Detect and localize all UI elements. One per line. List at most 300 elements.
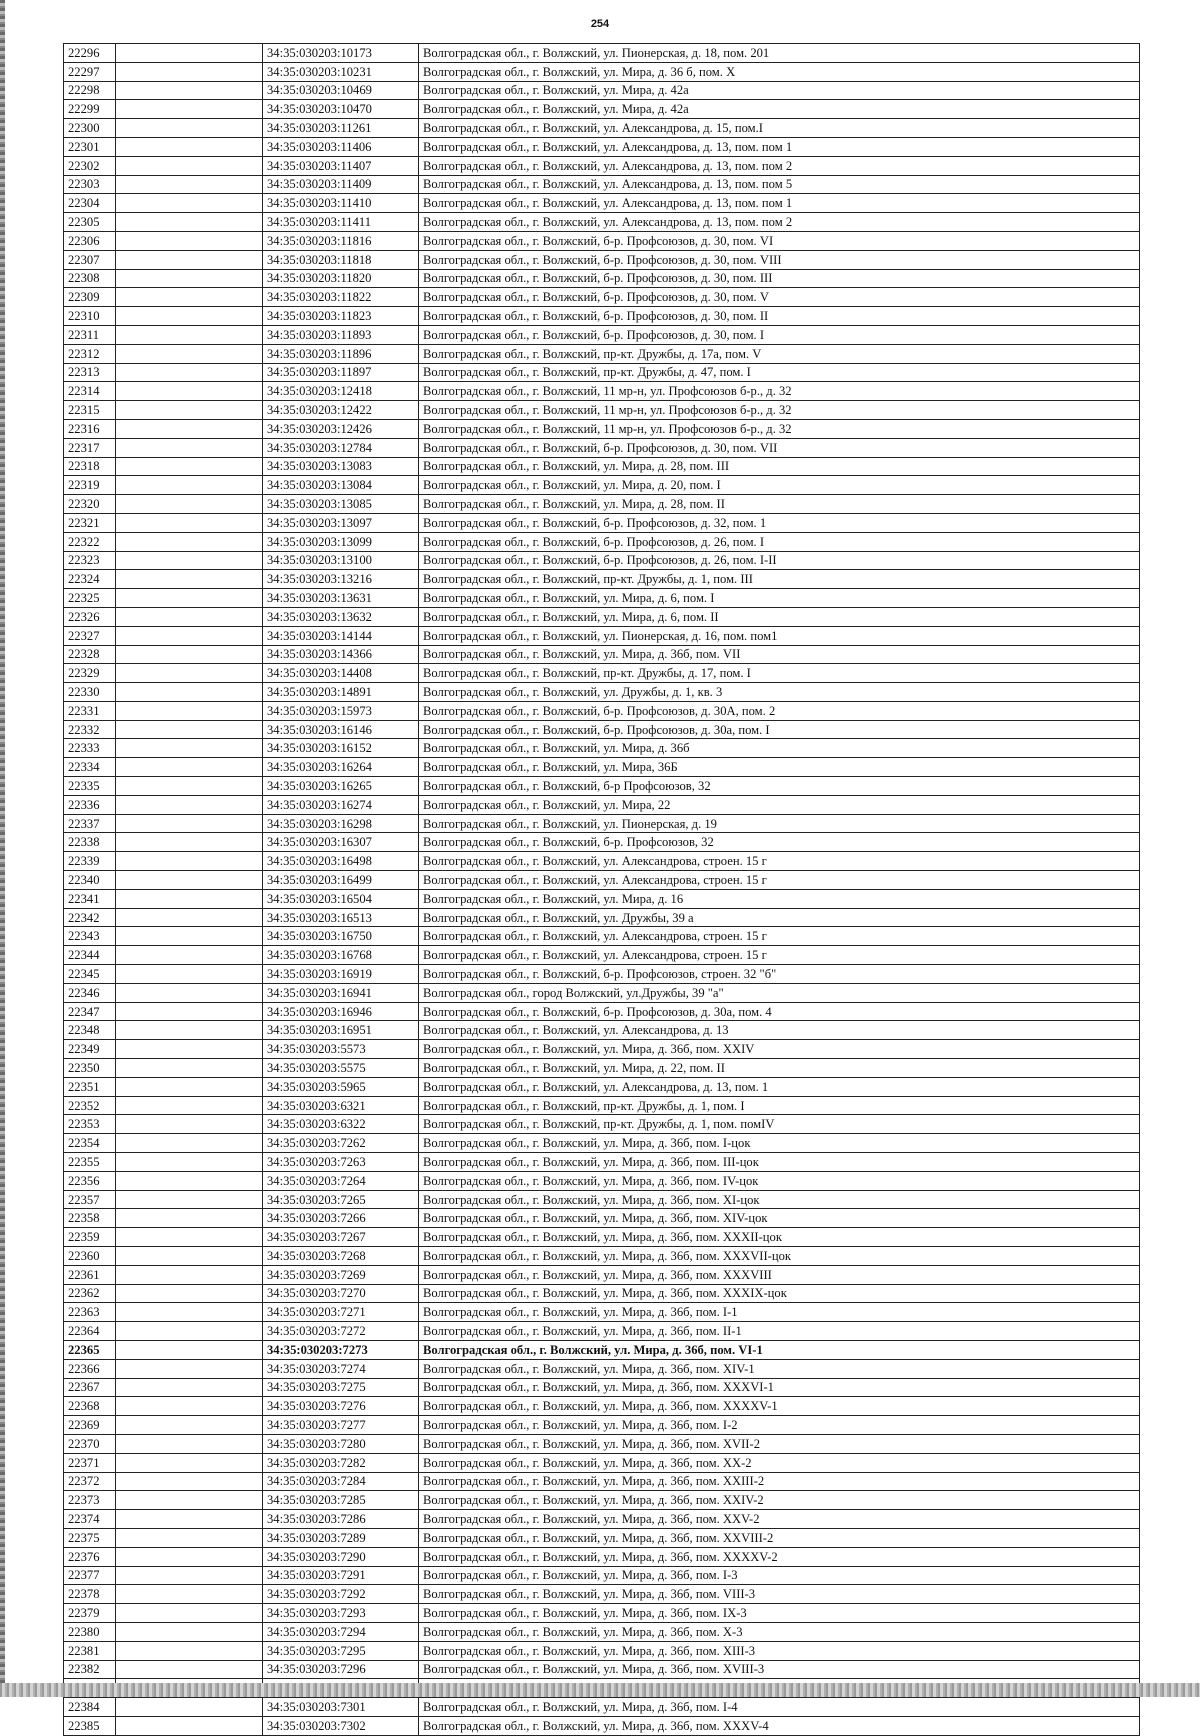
table-row — [64, 1510, 1140, 1529]
table-row — [64, 213, 1140, 232]
table-row — [64, 1115, 1140, 1134]
row-number-cell: 22320 — [64, 495, 116, 514]
blank-cell — [116, 344, 263, 363]
blank-cell — [116, 927, 263, 946]
blank-cell — [116, 194, 263, 213]
cadastral-number-cell: 34:35:030203:11893 — [263, 325, 419, 344]
blank-cell — [116, 1622, 263, 1641]
table-row — [64, 438, 1140, 457]
address-cell: Волгоградская обл., г. Волжский, ул. Мира, д. 36б, пом. XXIV — [419, 1040, 1140, 1059]
blank-cell — [116, 231, 263, 250]
row-number-cell: 22322 — [64, 532, 116, 551]
blank-cell — [116, 1472, 263, 1491]
address-cell: Волгоградская обл., г. Волжский, ул. Мира, д. 36б, пом. XXXXV-1 — [419, 1397, 1140, 1416]
blank-cell — [116, 1115, 263, 1134]
row-number-cell: 22307 — [64, 250, 116, 269]
table-row — [64, 269, 1140, 288]
row-number-cell: 22380 — [64, 1622, 116, 1641]
cadastral-number-cell: 34:35:030203:7263 — [263, 1153, 419, 1172]
cadastral-number-cell: 34:35:030203:16750 — [263, 927, 419, 946]
table-row — [64, 344, 1140, 363]
table-row — [64, 1434, 1140, 1453]
blank-cell — [116, 551, 263, 570]
cadastral-number-cell: 34:35:030203:7282 — [263, 1453, 419, 1472]
cadastral-number-cell: 34:35:030203:16146 — [263, 720, 419, 739]
blank-cell — [116, 983, 263, 1002]
row-number-cell: 22384 — [64, 1698, 116, 1717]
address-cell: Волгоградская обл., г. Волжский, б-р. Профсоюзов, д. 30А, пом. 2 — [419, 701, 1140, 720]
table-row — [64, 570, 1140, 589]
row-number-cell: 22375 — [64, 1528, 116, 1547]
table-row — [64, 795, 1140, 814]
row-number-cell: 22351 — [64, 1077, 116, 1096]
cadastral-number-cell: 34:35:030203:10231 — [263, 62, 419, 81]
cadastral-number-cell: 34:35:030203:16498 — [263, 852, 419, 871]
table-row — [64, 476, 1140, 495]
address-cell: Волгоградская обл., г. Волжский, ул. Мира, д. 36б, пом. I-3 — [419, 1566, 1140, 1585]
table-row — [64, 513, 1140, 532]
row-number-cell: 22300 — [64, 119, 116, 138]
table-row — [64, 1265, 1140, 1284]
cadastral-number-cell: 34:35:030203:10173 — [263, 44, 419, 63]
cadastral-number-cell: 34:35:030203:11897 — [263, 363, 419, 382]
address-cell: Волгоградская обл., г. Волжский, ул. Мира, д. 36б, пом. XIV-цок — [419, 1209, 1140, 1228]
blank-cell — [116, 495, 263, 514]
address-cell: Волгоградская обл., г. Волжский, пр-кт. Дружбы, д. 1, пом. помIV — [419, 1115, 1140, 1134]
table-row — [64, 889, 1140, 908]
row-number-cell: 22362 — [64, 1284, 116, 1303]
row-number-cell: 22331 — [64, 701, 116, 720]
blank-cell — [116, 1491, 263, 1510]
cadastral-number-cell: 34:35:030203:12426 — [263, 419, 419, 438]
row-number-cell: 22299 — [64, 100, 116, 119]
table-row — [64, 1340, 1140, 1359]
row-number-cell: 22314 — [64, 382, 116, 401]
table-row — [64, 288, 1140, 307]
table-row — [64, 758, 1140, 777]
cadastral-number-cell: 34:35:030203:16152 — [263, 739, 419, 758]
address-cell: Волгоградская обл., г. Волжский, ул. Пионерская, д. 19 — [419, 814, 1140, 833]
row-number-cell: 22376 — [64, 1547, 116, 1566]
table-row — [64, 1716, 1140, 1735]
table-row — [64, 626, 1140, 645]
row-number-cell: 22352 — [64, 1096, 116, 1115]
cadastral-number-cell: 34:35:030203:16919 — [263, 965, 419, 984]
table-row — [64, 965, 1140, 984]
row-number-cell: 22382 — [64, 1660, 116, 1679]
table-row — [64, 1453, 1140, 1472]
table-row — [64, 231, 1140, 250]
row-number-cell: 22347 — [64, 1002, 116, 1021]
cadastral-number-cell: 34:35:030203:7289 — [263, 1528, 419, 1547]
address-cell: Волгоградская обл., г. Волжский, б-р. Профсоюзов, строен. 32 "б" — [419, 965, 1140, 984]
row-number-cell: 22325 — [64, 589, 116, 608]
blank-cell — [116, 1641, 263, 1660]
cadastral-number-cell: 34:35:030203:7301 — [263, 1698, 419, 1717]
row-number-cell: 22369 — [64, 1416, 116, 1435]
address-cell: Волгоградская обл., г. Волжский, ул. Мира, д. 6, пом. I — [419, 589, 1140, 608]
blank-cell — [116, 419, 263, 438]
address-cell: Волгоградская обл., г. Волжский, б-р. Профсоюзов, д. 30, пом. VII — [419, 438, 1140, 457]
cadastral-number-cell: 34:35:030203:13083 — [263, 457, 419, 476]
cadastral-number-cell: 34:35:030203:10470 — [263, 100, 419, 119]
cadastral-number-cell: 34:35:030203:14408 — [263, 664, 419, 683]
table-row — [64, 307, 1140, 326]
address-cell: Волгоградская обл., г. Волжский, 11 мр-н, ул. Профсоюзов б-р., д. 32 — [419, 419, 1140, 438]
table-row — [64, 81, 1140, 100]
blank-cell — [116, 1153, 263, 1172]
table-row — [64, 551, 1140, 570]
address-cell: Волгоградская обл., г. Волжский, ул. Мира, д. 6, пом. II — [419, 607, 1140, 626]
blank-cell — [116, 438, 263, 457]
address-cell: Волгоградская обл., г. Волжский, б-р. Профсоюзов, д. 30, пом. VIII — [419, 250, 1140, 269]
blank-cell — [116, 1209, 263, 1228]
blank-cell — [116, 946, 263, 965]
blank-cell — [116, 852, 263, 871]
cadastral-number-cell: 34:35:030203:16274 — [263, 795, 419, 814]
cadastral-number-cell: 34:35:030203:14144 — [263, 626, 419, 645]
row-number-cell: 22343 — [64, 927, 116, 946]
table-row — [64, 156, 1140, 175]
cadastral-number-cell: 34:35:030203:11410 — [263, 194, 419, 213]
address-cell: Волгоградская обл., г. Волжский, пр-кт. Дружбы, д. 17а, пом. V — [419, 344, 1140, 363]
address-cell: Волгоградская обл., г. Волжский, ул. Мира, д. 36б, пом. I-4 — [419, 1698, 1140, 1717]
table-row — [64, 946, 1140, 965]
row-number-cell: 22301 — [64, 137, 116, 156]
blank-cell — [116, 363, 263, 382]
blank-cell — [116, 965, 263, 984]
cadastral-number-cell: 34:35:030203:12418 — [263, 382, 419, 401]
cadastral-number-cell: 34:35:030203:7296 — [263, 1660, 419, 1679]
row-number-cell: 22378 — [64, 1585, 116, 1604]
table-row — [64, 908, 1140, 927]
cadastral-number-cell: 34:35:030203:11818 — [263, 250, 419, 269]
cadastral-number-cell: 34:35:030203:16298 — [263, 814, 419, 833]
cadastral-number-cell: 34:35:030203:10469 — [263, 81, 419, 100]
row-number-cell: 22327 — [64, 626, 116, 645]
row-number-cell: 22334 — [64, 758, 116, 777]
table-row — [64, 739, 1140, 758]
blank-cell — [116, 720, 263, 739]
blank-cell — [116, 213, 263, 232]
cadastral-number-cell: 34:35:030203:13631 — [263, 589, 419, 608]
address-cell: Волгоградская обл., г. Волжский, ул. Александрова, д. 13, пом. пом 2 — [419, 156, 1140, 175]
cadastral-number-cell: 34:35:030203:7284 — [263, 1472, 419, 1491]
cadastral-number-cell: 34:35:030203:11816 — [263, 231, 419, 250]
blank-cell — [116, 100, 263, 119]
table-row — [64, 683, 1140, 702]
address-cell: Волгоградская обл., г. Волжский, ул. Александрова, д. 13, пом. 1 — [419, 1077, 1140, 1096]
blank-cell — [116, 1453, 263, 1472]
cadastral-number-cell: 34:35:030203:7264 — [263, 1171, 419, 1190]
blank-cell — [116, 44, 263, 63]
table-row — [64, 1040, 1140, 1059]
address-cell: Волгоградская обл., г. Волжский, ул. Мира, д. 36б, пом. VIII-3 — [419, 1585, 1140, 1604]
blank-cell — [116, 1228, 263, 1247]
cadastral-number-cell: 34:35:030203:7275 — [263, 1378, 419, 1397]
address-cell: Волгоградская обл., г. Волжский, ул. Мира, д. 22, пом. II — [419, 1059, 1140, 1078]
address-cell: Волгоградская обл., г. Волжский, ул. Александрова, строен. 15 г — [419, 927, 1140, 946]
address-cell: Волгоградская обл., г. Волжский, ул. Александрова, д. 13, пом. пом 2 — [419, 213, 1140, 232]
address-cell: Волгоградская обл., г. Волжский, ул. Пионерская, д. 16, пом. пом1 — [419, 626, 1140, 645]
blank-cell — [116, 1171, 263, 1190]
row-number-cell: 22329 — [64, 664, 116, 683]
cadastral-number-cell: 34:35:030203:16941 — [263, 983, 419, 1002]
row-number-cell: 22358 — [64, 1209, 116, 1228]
blank-cell — [116, 307, 263, 326]
address-cell: Волгоградская обл., г. Волжский, ул. Мира, д. 36б, пом. XXXIX-цок — [419, 1284, 1140, 1303]
cadastral-number-cell: 34:35:030203:16513 — [263, 908, 419, 927]
table-row — [64, 1077, 1140, 1096]
address-cell: Волгоградская обл., г. Волжский, ул. Мира, д. 28, пом. II — [419, 495, 1140, 514]
cadastral-number-cell: 34:35:030203:7292 — [263, 1585, 419, 1604]
blank-cell — [116, 1528, 263, 1547]
scan-edge — [0, 0, 5, 1697]
row-number-cell: 22372 — [64, 1472, 116, 1491]
row-number-cell: 22349 — [64, 1040, 116, 1059]
table-row — [64, 1134, 1140, 1153]
blank-cell — [116, 833, 263, 852]
blank-cell — [116, 1134, 263, 1153]
blank-cell — [116, 814, 263, 833]
blank-cell — [116, 1265, 263, 1284]
table-row — [64, 664, 1140, 683]
row-number-cell: 22364 — [64, 1322, 116, 1341]
cadastral-number-cell: 34:35:030203:16946 — [263, 1002, 419, 1021]
address-cell: Волгоградская обл., г. Волжский, ул. Мира, д. 36б, пом. XVII-2 — [419, 1434, 1140, 1453]
blank-cell — [116, 589, 263, 608]
address-cell: Волгоградская обл., г. Волжский, б-р Профсоюзов, 32 — [419, 777, 1140, 796]
row-number-cell: 22379 — [64, 1604, 116, 1623]
row-number-cell: 22297 — [64, 62, 116, 81]
table-row — [64, 1059, 1140, 1078]
table-row — [64, 814, 1140, 833]
blank-cell — [116, 1059, 263, 1078]
blank-cell — [116, 1566, 263, 1585]
address-cell: Волгоградская обл., г. Волжский, б-р. Профсоюзов, д. 30, пом. V — [419, 288, 1140, 307]
cadastral-number-cell: 34:35:030203:16504 — [263, 889, 419, 908]
address-cell: Волгоградская обл., г. Волжский, ул. Мира, д. 36б, пом. VII — [419, 645, 1140, 664]
blank-cell — [116, 645, 263, 664]
address-cell: Волгоградская обл., г. Волжский, ул. Мира, д. 36б, пом. XXIII-2 — [419, 1472, 1140, 1491]
blank-cell — [116, 871, 263, 890]
blank-cell — [116, 513, 263, 532]
cadastral-number-cell: 34:35:030203:13085 — [263, 495, 419, 514]
scan-bottom-edge — [0, 1683, 1200, 1697]
table-row — [64, 1021, 1140, 1040]
row-number-cell: 22303 — [64, 175, 116, 194]
blank-cell — [116, 1698, 263, 1717]
address-cell: Волгоградская обл., г. Волжский, ул. Мира, д. 36б, пом. X-3 — [419, 1622, 1140, 1641]
row-number-cell: 22342 — [64, 908, 116, 927]
row-number-cell: 22339 — [64, 852, 116, 871]
table-row — [64, 1359, 1140, 1378]
cadastral-number-cell: 34:35:030203:7272 — [263, 1322, 419, 1341]
table-row — [64, 1247, 1140, 1266]
address-cell: Волгоградская обл., г. Волжский, ул. Мира, д. 42а — [419, 100, 1140, 119]
address-cell: Волгоградская обл., г. Волжский, б-р. Профсоюзов, д. 32, пом. 1 — [419, 513, 1140, 532]
address-cell: Волгоградская обл., г. Волжский, ул. Мира, д. 36б, пом. VI-1 — [419, 1340, 1140, 1359]
row-number-cell: 22359 — [64, 1228, 116, 1247]
blank-cell — [116, 401, 263, 420]
cadastral-number-cell: 34:35:030203:16265 — [263, 777, 419, 796]
address-cell: Волгоградская обл., г. Волжский, ул. Пионерская, д. 18, пом. 201 — [419, 44, 1140, 63]
row-number-cell: 22321 — [64, 513, 116, 532]
table-row — [64, 1622, 1140, 1641]
blank-cell — [116, 175, 263, 194]
table-row — [64, 119, 1140, 138]
row-number-cell: 22348 — [64, 1021, 116, 1040]
blank-cell — [116, 457, 263, 476]
table-row — [64, 194, 1140, 213]
blank-cell — [116, 1021, 263, 1040]
table-row — [64, 1397, 1140, 1416]
address-cell: Волгоградская обл., г. Волжский, б-р. Профсоюзов, д. 30, пом. III — [419, 269, 1140, 288]
blank-cell — [116, 250, 263, 269]
row-number-cell: 22346 — [64, 983, 116, 1002]
row-number-cell: 22318 — [64, 457, 116, 476]
cadastral-number-cell: 34:35:030203:14891 — [263, 683, 419, 702]
blank-cell — [116, 1510, 263, 1529]
blank-cell — [116, 1303, 263, 1322]
row-number-cell: 22357 — [64, 1190, 116, 1209]
row-number-cell: 22361 — [64, 1265, 116, 1284]
address-cell: Волгоградская обл., г. Волжский, ул. Мира, д. 36б, пом. XXXXV-2 — [419, 1547, 1140, 1566]
address-cell: Волгоградская обл., г. Волжский, ул. Мира, д. 36б, пом. I-1 — [419, 1303, 1140, 1322]
row-number-cell: 22310 — [64, 307, 116, 326]
row-number-cell: 22365 — [64, 1340, 116, 1359]
address-cell: Волгоградская обл., г. Волжский, ул. Мира, д. 36б, пом. XVIII-3 — [419, 1660, 1140, 1679]
cadastral-number-cell: 34:35:030203:15973 — [263, 701, 419, 720]
address-cell: Волгоградская обл., г. Волжский, ул. Дружбы, 39 а — [419, 908, 1140, 927]
row-number-cell: 22381 — [64, 1641, 116, 1660]
table-row — [64, 62, 1140, 81]
table-row — [64, 1303, 1140, 1322]
table-row — [64, 1228, 1140, 1247]
cadastral-number-cell: 34:35:030203:13097 — [263, 513, 419, 532]
row-number-cell: 22341 — [64, 889, 116, 908]
row-number-cell: 22360 — [64, 1247, 116, 1266]
cadastral-number-cell: 34:35:030203:7270 — [263, 1284, 419, 1303]
table-row — [64, 1566, 1140, 1585]
row-number-cell: 22350 — [64, 1059, 116, 1078]
address-cell: Волгоградская обл., г. Волжский, ул. Александрова, д. 13, пом. пом 1 — [419, 137, 1140, 156]
blank-cell — [116, 701, 263, 720]
cadastral-number-cell: 34:35:030203:7262 — [263, 1134, 419, 1153]
address-cell: Волгоградская обл., г. Волжский, ул. Мира, д. 36б, пом. II-1 — [419, 1322, 1140, 1341]
address-cell: Волгоградская обл., г. Волжский, ул. Мира, д. 36б, пом. XIV-1 — [419, 1359, 1140, 1378]
table-row — [64, 777, 1140, 796]
row-number-cell: 22308 — [64, 269, 116, 288]
row-number-cell: 22338 — [64, 833, 116, 852]
blank-cell — [116, 739, 263, 758]
address-cell: Волгоградская обл., г. Волжский, ул. Мира, д. 28, пом. III — [419, 457, 1140, 476]
cadastral-number-cell: 34:35:030203:5573 — [263, 1040, 419, 1059]
address-cell: Волгоградская обл., г. Волжский, пр-кт. Дружбы, д. 47, пом. I — [419, 363, 1140, 382]
address-cell: Волгоградская обл., г. Волжский, ул. Мира, д. 36б, пом. XXV-2 — [419, 1510, 1140, 1529]
address-cell: Волгоградская обл., г. Волжский, б-р. Профсоюзов, д. 30, пом. I — [419, 325, 1140, 344]
address-cell: Волгоградская обл., г. Волжский, б-р. Профсоюзов, д. 26, пом. I-II — [419, 551, 1140, 570]
table-row — [64, 1585, 1140, 1604]
row-number-cell: 22355 — [64, 1153, 116, 1172]
table-row — [64, 1528, 1140, 1547]
address-cell: Волгоградская обл., г. Волжский, ул. Александрова, строен. 15 г — [419, 852, 1140, 871]
table-row — [64, 1171, 1140, 1190]
page-number: 254 — [590, 18, 610, 30]
cadastral-number-cell: 34:35:030203:7290 — [263, 1547, 419, 1566]
row-number-cell: 22319 — [64, 476, 116, 495]
blank-cell — [116, 81, 263, 100]
address-cell: Волгоградская обл., г. Волжский, ул. Александрова, д. 13, пом. пом 5 — [419, 175, 1140, 194]
table-row — [64, 363, 1140, 382]
table-row — [64, 419, 1140, 438]
row-number-cell: 22367 — [64, 1378, 116, 1397]
cadastral-number-cell: 34:35:030203:7295 — [263, 1641, 419, 1660]
blank-cell — [116, 119, 263, 138]
row-number-cell: 22298 — [64, 81, 116, 100]
address-cell: Волгоградская обл., г. Волжский, ул. Мира, д. 36б, пом. I-2 — [419, 1416, 1140, 1435]
table-row — [64, 1002, 1140, 1021]
row-number-cell: 22363 — [64, 1303, 116, 1322]
cadastral-number-cell: 34:35:030203:13099 — [263, 532, 419, 551]
address-cell: Волгоградская обл., г. Волжский, ул. Мира, д. 36б, пом. XIII-3 — [419, 1641, 1140, 1660]
cadastral-number-cell: 34:35:030203:12422 — [263, 401, 419, 420]
address-cell: Волгоградская обл., г. Волжский, ул. Мира, д. 36б, пом. XXXVI-1 — [419, 1378, 1140, 1397]
cadastral-number-cell: 34:35:030203:13100 — [263, 551, 419, 570]
address-cell: Волгоградская обл., г. Волжский, ул. Александрова, д. 15, пом.I — [419, 119, 1140, 138]
address-cell: Волгоградская обл., город Волжский, ул.Дружбы, 39 "а" — [419, 983, 1140, 1002]
row-number-cell: 22337 — [64, 814, 116, 833]
table-row — [64, 720, 1140, 739]
table-row — [64, 833, 1140, 852]
row-number-cell: 22311 — [64, 325, 116, 344]
cadastral-number-cell: 34:35:030203:7268 — [263, 1247, 419, 1266]
cadastral-number-cell: 34:35:030203:7286 — [263, 1510, 419, 1529]
blank-cell — [116, 1660, 263, 1679]
blank-cell — [116, 1604, 263, 1623]
table-row — [64, 1491, 1140, 1510]
row-number-cell: 22313 — [64, 363, 116, 382]
cadastral-number-cell: 34:35:030203:16307 — [263, 833, 419, 852]
row-number-cell: 22345 — [64, 965, 116, 984]
row-number-cell: 22335 — [64, 777, 116, 796]
cadastral-number-cell: 34:35:030203:13216 — [263, 570, 419, 589]
row-number-cell: 22315 — [64, 401, 116, 420]
cadastral-number-cell: 34:35:030203:11823 — [263, 307, 419, 326]
blank-cell — [116, 1002, 263, 1021]
cadastral-number-cell: 34:35:030203:7294 — [263, 1622, 419, 1641]
row-number-cell: 22309 — [64, 288, 116, 307]
row-number-cell: 22330 — [64, 683, 116, 702]
address-cell: Волгоградская обл., г. Волжский, б-р. Профсоюзов, 32 — [419, 833, 1140, 852]
row-number-cell: 22366 — [64, 1359, 116, 1378]
table-row — [64, 983, 1140, 1002]
row-number-cell: 22356 — [64, 1171, 116, 1190]
address-cell: Волгоградская обл., г. Волжский, ул. Александрова, строен. 15 г — [419, 871, 1140, 890]
cadastral-number-cell: 34:35:030203:14366 — [263, 645, 419, 664]
blank-cell — [116, 137, 263, 156]
cadastral-number-cell: 34:35:030203:7293 — [263, 1604, 419, 1623]
table-row — [64, 1378, 1140, 1397]
address-cell: Волгоградская обл., г. Волжский, б-р. Профсоюзов, д. 30а, пом. I — [419, 720, 1140, 739]
blank-cell — [116, 382, 263, 401]
blank-cell — [116, 795, 263, 814]
cadastral-number-cell: 34:35:030203:16768 — [263, 946, 419, 965]
row-number-cell: 22332 — [64, 720, 116, 739]
table-row — [64, 1660, 1140, 1679]
blank-cell — [116, 607, 263, 626]
blank-cell — [116, 1359, 263, 1378]
